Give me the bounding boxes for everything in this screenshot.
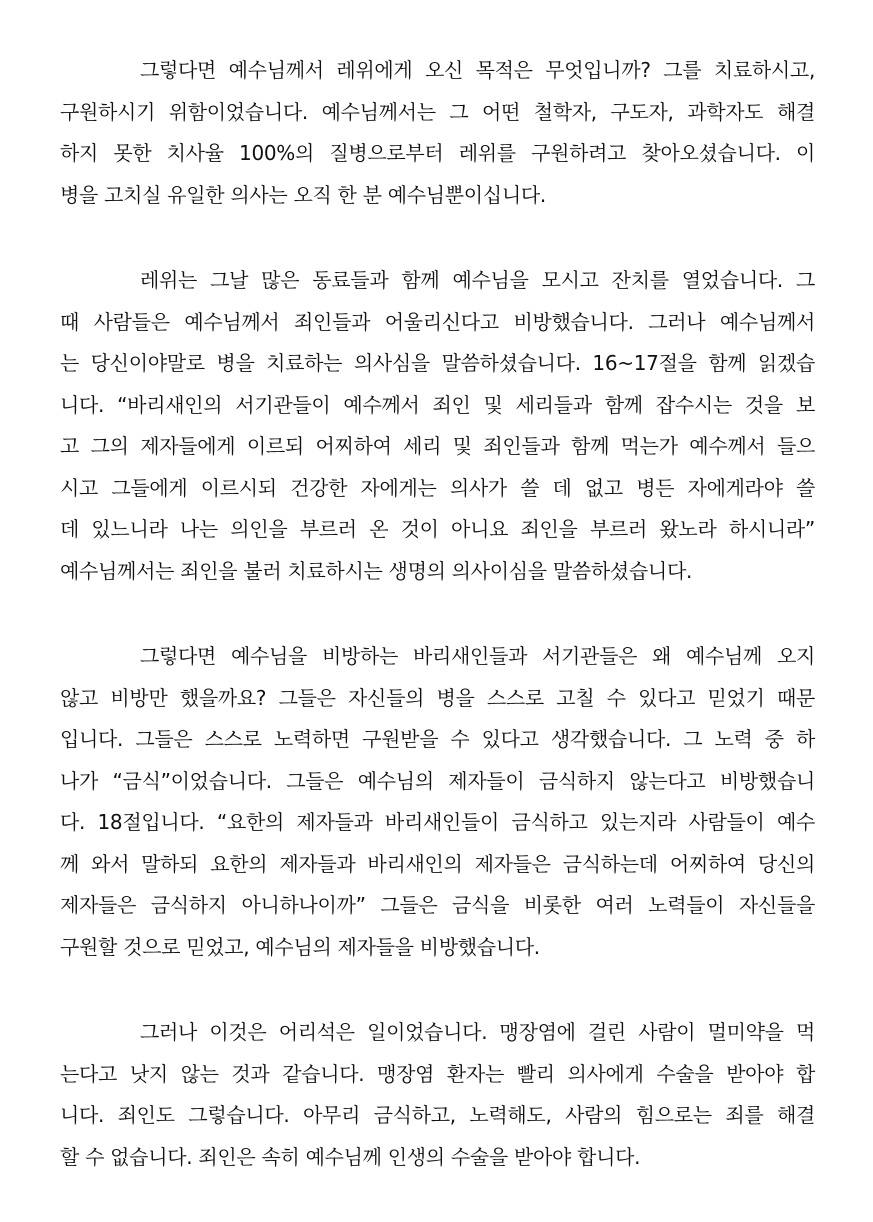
- text-line: 입니다. 그들은 스스로 노력하면 구원받을 수 있다고 생각했습니다. 그 노력 중 하: [60, 727, 815, 751]
- text-line: 니다. “바리새인의 서기관들이 예수께서 죄인 및 세리들과 함께 잡수시는 것을 보: [60, 392, 815, 417]
- paragraph-3: [60, 636, 815, 968]
- text-line: 제자들은 금식하지 아니하나이까” 그들은 금식을 비롯한 여러 노력들이 자신들을: [60, 893, 815, 917]
- paragraph-1: [60, 50, 815, 216]
- text-line: 병을 고치실 유일한 의사는 오직 한 분 예수님뿐이십니다.: [60, 182, 546, 207]
- text-line: 구원하시기 위함이었습니다. 예수님께서는 그 어떤 철학자, 구도자, 과학자도 해결: [60, 99, 815, 124]
- text-line: 는다고 낫지 않는 것과 같습니다. 맹장염 환자는 빨리 의사에게 수술을 받아야 합: [60, 1061, 815, 1086]
- text-line: 니다. 죄인도 그렇습니다. 아무리 금식하고, 노력해도, 사람의 힘으로는 죄를 해결: [60, 1103, 815, 1127]
- text-line: 데 있느니라 나는 의인을 부르러 온 것이 아니요 죄인을 부르러 왔노라 하시니라”: [60, 517, 815, 541]
- paragraph-2: [60, 260, 815, 592]
- text-line: 그러나 이것은 어리석은 일이었습니다. 맹장염에 걸린 사람이 멀미약을 먹: [140, 1020, 815, 1044]
- paragraph-4: [60, 1012, 815, 1178]
- text-line: 께 와서 말하되 요한의 제자들과 바리새인의 제자들은 금식하는데 어찌하여 당신의: [60, 851, 815, 876]
- text-line: 구원할 것으로 믿었고, 예수님의 제자들을 비방했습니다.: [60, 934, 540, 959]
- text-line: 그렇다면 예수님을 비방하는 바리새인들과 서기관들은 왜 예수님께 오지: [140, 644, 815, 668]
- text-line: 다. 18절입니다. “요한의 제자들과 바리새인들이 금식하고 있는지라 사람들이 예수: [60, 810, 815, 834]
- text-line: 할 수 없습니다. 죄인은 속히 예수님께 인생의 수술을 받아야 합니다.: [60, 1144, 641, 1169]
- text-line: 그렇다면 예수님께서 레위에게 오신 목적은 무엇입니까? 그를 치료하시고,: [140, 58, 815, 82]
- document-body: [60, 50, 815, 1222]
- text-line: 나가 “금식”이었습니다. 그들은 예수님의 제자들이 금식하지 않는다고 비방했습니: [60, 768, 815, 793]
- text-line: 하지 못한 치사율 100%의 질병으로부터 레위를 구원하려고 찾아오셨습니다. 이: [60, 141, 815, 165]
- text-line: 때 사람들은 예수님께서 죄인들과 어울리신다고 비방했습니다. 그러나 예수님께서: [60, 309, 815, 334]
- text-line: 않고 비방만 했을까요? 그들은 자신들의 병을 스스로 고칠 수 있다고 믿었기 때문: [60, 685, 815, 710]
- text-line: 시고 그들에게 이르시되 건강한 자에게는 의사가 쓸 데 없고 병든 자에게라야 쓸: [60, 475, 815, 500]
- text-line: 예수님께서는 죄인을 불러 치료하시는 생명의 의사이심을 말씀하셨습니다.: [60, 558, 693, 583]
- text-line: 레위는 그날 많은 동료들과 함께 예수님을 모시고 잔치를 열었습니다. 그: [140, 268, 815, 292]
- text-line: 고 그의 제자들에게 이르되 어찌하여 세리 및 죄인들과 함께 먹는가 예수께서 들으: [60, 434, 815, 458]
- text-line: 는 당신이야말로 병을 치료하는 의사심을 말씀하셨습니다. 16~17절을 함께 읽겠습: [60, 351, 815, 375]
